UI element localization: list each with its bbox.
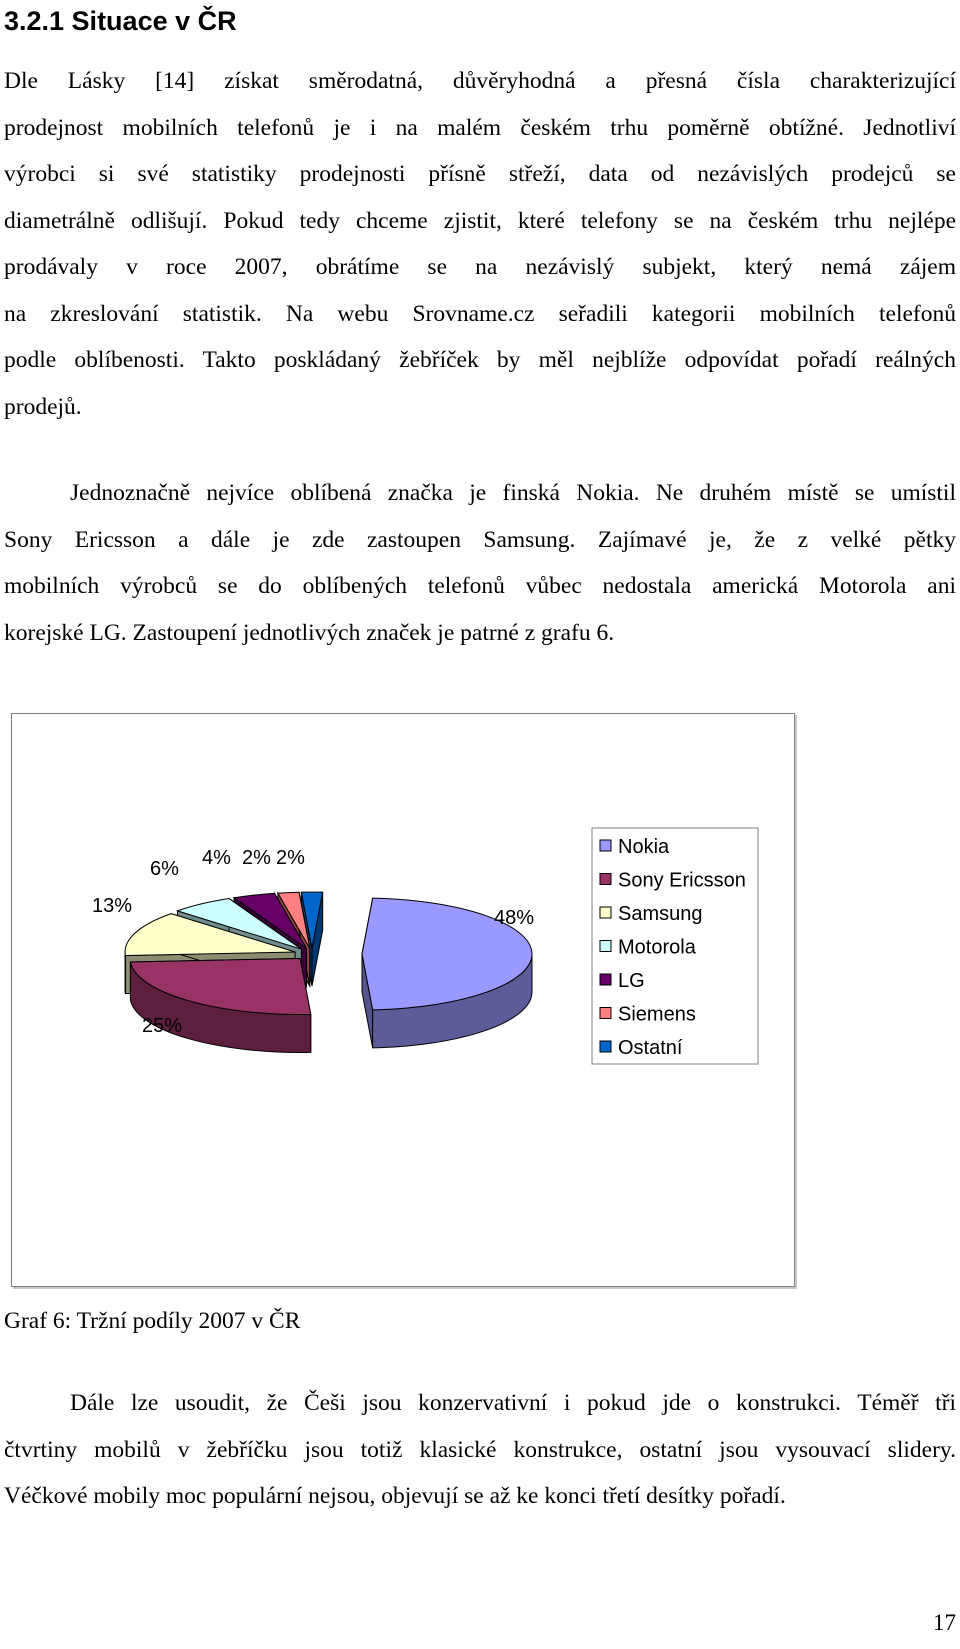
data-label-siemens: 2% bbox=[242, 847, 271, 869]
legend-swatch bbox=[600, 1008, 611, 1019]
paragraph-line: prodávaly v roce 2007, obrátíme se na nezávislý subjekt, který nemá zájem bbox=[4, 254, 956, 280]
section-heading: 3.2.1 Situace v ČR bbox=[4, 6, 237, 36]
data-label-ostatní: 2% bbox=[276, 847, 305, 869]
pie-slice-sony-ericsson bbox=[130, 958, 310, 1052]
paragraph-line: Dle Lásky [14] získat směrodatná, důvěryhodná a přesná čísla charakterizující bbox=[4, 68, 956, 94]
paragraph-line: Dále lze usoudit, že Češi jsou konzervativní i pokud jde o konstrukci. Téměř tři bbox=[70, 1390, 956, 1416]
paragraph-line: prodejnost mobilních telefonů je i na malém českém trhu poměrně obtížné. Jednotliví bbox=[4, 114, 956, 141]
legend-label: Nokia bbox=[618, 836, 670, 858]
paragraph-line: čtvrtiny mobilů v žebříčku jsou totiž klasické konstrukce, ostatní jsou vysouvací slidery. bbox=[4, 1436, 956, 1463]
legend-swatch bbox=[600, 874, 611, 885]
paragraph-line: výrobci si své statistiky prodejnosti přísně střeží, data od nezávislých prodejců se bbox=[4, 161, 956, 187]
legend-label: Samsung bbox=[618, 903, 703, 925]
legend-swatch bbox=[600, 907, 611, 918]
paragraph-line: na zkreslování statistik. Na webu Srovname.cz seřadili kategorii mobilních telefonů bbox=[4, 300, 956, 327]
legend-swatch bbox=[600, 1041, 611, 1052]
legend-label: LG bbox=[618, 970, 645, 992]
data-label-sony-ericsson: 25% bbox=[142, 1015, 183, 1037]
paragraph-line: mobilních výrobců se do oblíbených telefonů vůbec nedostala americká Motorola ani bbox=[4, 573, 956, 599]
paragraph-line: Jednoznačně nejvíce oblíbená značka je finská Nokia. Ne druhém místě se umístil bbox=[70, 480, 956, 506]
paragraph-2 bbox=[4, 470, 956, 656]
paragraph-3 bbox=[4, 1380, 956, 1520]
paragraph-line: prodejů. bbox=[4, 393, 82, 420]
data-label-samsung: 13% bbox=[92, 895, 133, 917]
data-label-motorola: 6% bbox=[150, 858, 179, 880]
data-label-lg: 4% bbox=[202, 847, 231, 869]
legend-swatch bbox=[600, 974, 611, 985]
paragraph-line: korejské LG. Zastoupení jednotlivých značek je patrné z grafu 6. bbox=[4, 619, 615, 646]
legend-item-sony-ericsson bbox=[600, 870, 746, 892]
legend-swatch bbox=[600, 941, 611, 952]
pie-chart bbox=[11, 713, 795, 1287]
paragraph-line: podle oblíbenosti. Takto poskládaný žebříček by měl nejblíže odpovídat pořadí reálných bbox=[4, 347, 956, 373]
legend-swatch bbox=[600, 840, 611, 851]
paragraph-line: Véčkové mobily moc populární nejsou, objevují se až ke konci třetí desítky pořadí. bbox=[4, 1483, 786, 1509]
legend-label: Motorola bbox=[618, 936, 696, 959]
legend-label: Sony Ericsson bbox=[618, 869, 746, 892]
pie-chart-canvas bbox=[12, 714, 796, 1288]
page-number: 17 bbox=[933, 1610, 956, 1635]
legend-label: Ostatní bbox=[618, 1037, 683, 1059]
paragraph-1 bbox=[4, 58, 956, 430]
chart-legend bbox=[592, 828, 758, 1064]
legend-label: Siemens bbox=[618, 1003, 696, 1026]
paragraph-line: Sony Ericsson a dále je zde zastoupen Samsung. Zajímavé je, že z velké pětky bbox=[4, 526, 956, 553]
paragraph-line: diametrálně odlišují. Pokud tedy chceme zjistit, které telefony se na českém trhu nejlépe bbox=[4, 207, 956, 234]
data-label-nokia: 48% bbox=[494, 907, 535, 929]
figure-caption: Graf 6: Tržní podíly 2007 v ČR bbox=[4, 1308, 301, 1334]
